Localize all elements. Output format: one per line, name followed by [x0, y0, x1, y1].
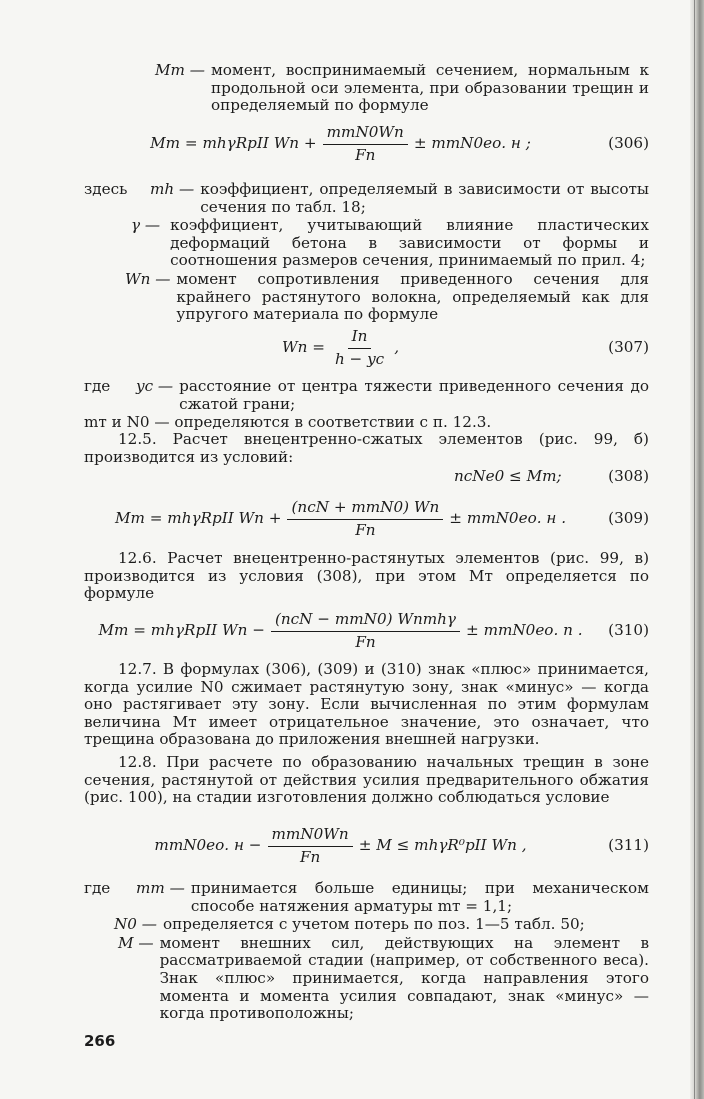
- page-edge-line: [694, 0, 695, 1099]
- where-311-term: N0 —: [114, 915, 157, 934]
- where-306-text: момент сопротивления приведенного сечения для крайнего растянутого волокна, определяемый как для упругого материала по формуле: [176, 269, 649, 324]
- eq306-rhs: ± mтN0eо. н ;: [413, 134, 531, 153]
- eq310-lhs: Mт = mhγRpII Wп −: [98, 621, 265, 640]
- equation-310: [84, 607, 649, 655]
- eq306-fraction: [323, 124, 408, 164]
- eq306-numerator: mтN0Wп: [323, 124, 408, 145]
- where-307-item: [84, 378, 649, 413]
- where-311-term: M —: [118, 933, 154, 952]
- where-306-lead: здесь: [84, 180, 128, 198]
- where-307-list: [84, 378, 649, 432]
- equation-308: [84, 456, 649, 498]
- eq311-numerator: mтN0Wп: [268, 826, 353, 847]
- where-306-item-gamma: [84, 217, 649, 270]
- equation-307: [84, 324, 649, 372]
- equation-306: [84, 120, 649, 168]
- eq310-fraction: [271, 611, 460, 651]
- paragraph-12-5: 12.5. Расчет внецентренно-сжатых элементов (рис. 99, б) производится из условий:: [84, 430, 649, 466]
- eq311-rhs: ± M ≤ mhγR⁰pII Wп ,: [358, 836, 527, 855]
- where-311-text: определяется с учетом потерь по поз. 1—5 табл. 50;: [162, 915, 585, 934]
- eq307-numerator: Iп: [348, 328, 372, 349]
- eq307-lhs: Wп =: [281, 338, 325, 357]
- where-306-item-mh: [84, 181, 649, 216]
- where-306-text: коэффициент, определяемый в зависимости от высоты сечения по табл. 18;: [200, 180, 649, 216]
- where-311-item-m: [84, 935, 649, 1023]
- where-307-lead: где: [84, 377, 111, 395]
- eq309-denominator: Fп: [355, 520, 376, 539]
- equation-309: [84, 495, 649, 543]
- eq311-fraction: [268, 826, 353, 866]
- where-307-line2: mт и N0 — определяются в соответствии с п. 12.3.: [84, 413, 492, 432]
- where-311-text: момент внешних сил, действующих на элемент в рассматриваемой стадии (например, от собственного веса). Знак «плюс» принимается, когда направления этого момента и момента усилия совпадают, знак «минус» — когда противоположны;: [159, 933, 649, 1023]
- page-edge-shadow: [690, 0, 704, 1099]
- eq309-number: (309): [608, 509, 649, 528]
- eq310-denominator: Fп: [355, 632, 376, 651]
- where-311-list: [84, 880, 649, 1023]
- where-306-term: γ —: [131, 216, 161, 235]
- eq311-denominator: Fп: [299, 847, 321, 866]
- eq310-rhs: ± mтN0eо. п .: [466, 621, 583, 640]
- where-307-text: расстояние от центра тяжести приведенного сечения до сжатой грани;: [179, 377, 649, 413]
- where-307-term: yc —: [136, 377, 174, 395]
- eq309-numerator: (ncN + mтN0) Wп: [287, 499, 443, 520]
- paragraph-12-8: 12.8. При расчете по образованию начальных трещин в зоне сечения, растянутой от действия усилия предварительного обжатия (рис. 100), на стадии изготовления должно соблюдаться условие: [84, 753, 649, 807]
- eq309-fraction: [287, 499, 443, 539]
- where-311-term: mт —: [136, 879, 185, 897]
- where-306-item-wp: [84, 271, 649, 324]
- eq306-lhs: Mт = mhγRpII Wп +: [150, 134, 317, 153]
- eq307-denominator: h − yc: [334, 349, 385, 368]
- eq308-body: ncNe0 ≤ Mт;: [454, 467, 562, 486]
- intro-mt-definition: [155, 62, 649, 115]
- paragraph-12-6: 12.6. Расчет внецентренно-растянутых элементов (рис. 99, в) производится из условия (308), при этом Mт определяется по формуле: [84, 549, 649, 603]
- eq307-number: (307): [608, 338, 649, 357]
- where-311-item-mt: [84, 880, 649, 915]
- page-number: 266: [84, 1032, 116, 1050]
- eq309-rhs: ± mтN0eо. н .: [449, 509, 567, 528]
- eq307-rhs: ,: [394, 338, 400, 357]
- where-306-term: Wп —: [125, 269, 171, 288]
- eq306-number: (306): [608, 134, 649, 153]
- eq307-fraction: [331, 328, 388, 368]
- equation-311: [84, 822, 649, 870]
- where-306-list: [84, 181, 649, 324]
- where-311-lead: где: [84, 879, 111, 897]
- where-306-text: коэффициент, учитывающий влияние пластических деформаций бетона в зависимости от формы и соотношения размеров сечения, принимаемый по прил. 4;: [170, 216, 649, 270]
- eq309-lhs: Mт = mhγRpII Wп +: [114, 509, 282, 528]
- eq310-number: (310): [608, 621, 649, 640]
- eq308-number: (308): [608, 467, 649, 486]
- eq306-denominator: Fп: [355, 145, 376, 164]
- intro-mt-text: момент, воспринимаемый сечением, нормальным к продольной оси элемента, при образовании трещин и определяемый по формуле: [210, 61, 649, 115]
- where-311-item-n0: [84, 916, 649, 934]
- where-311-text: принимается больше единицы; при механическом способе натяжения арматуры mт = 1,1;: [190, 879, 649, 915]
- eq311-lhs: mтN0eо. н −: [154, 836, 262, 855]
- where-306-term: mh —: [150, 180, 195, 198]
- intro-mt-term: Mт —: [155, 61, 205, 79]
- paragraph-12-7: 12.7. В формулах (306), (309) и (310) знак «плюс» принимается, когда усилие N0 сжимает растянутую зону, знак «минус» — когда оно растягивает эту зону. Если вычисленная по этим формулам величина Mт имеет отрицательное значение, это означает, что трещина образована до приложения внешней нагрузки.: [84, 660, 649, 749]
- eq311-number: (311): [608, 836, 649, 855]
- eq310-numerator: (ncN − mтN0) Wпmhγ: [271, 611, 460, 632]
